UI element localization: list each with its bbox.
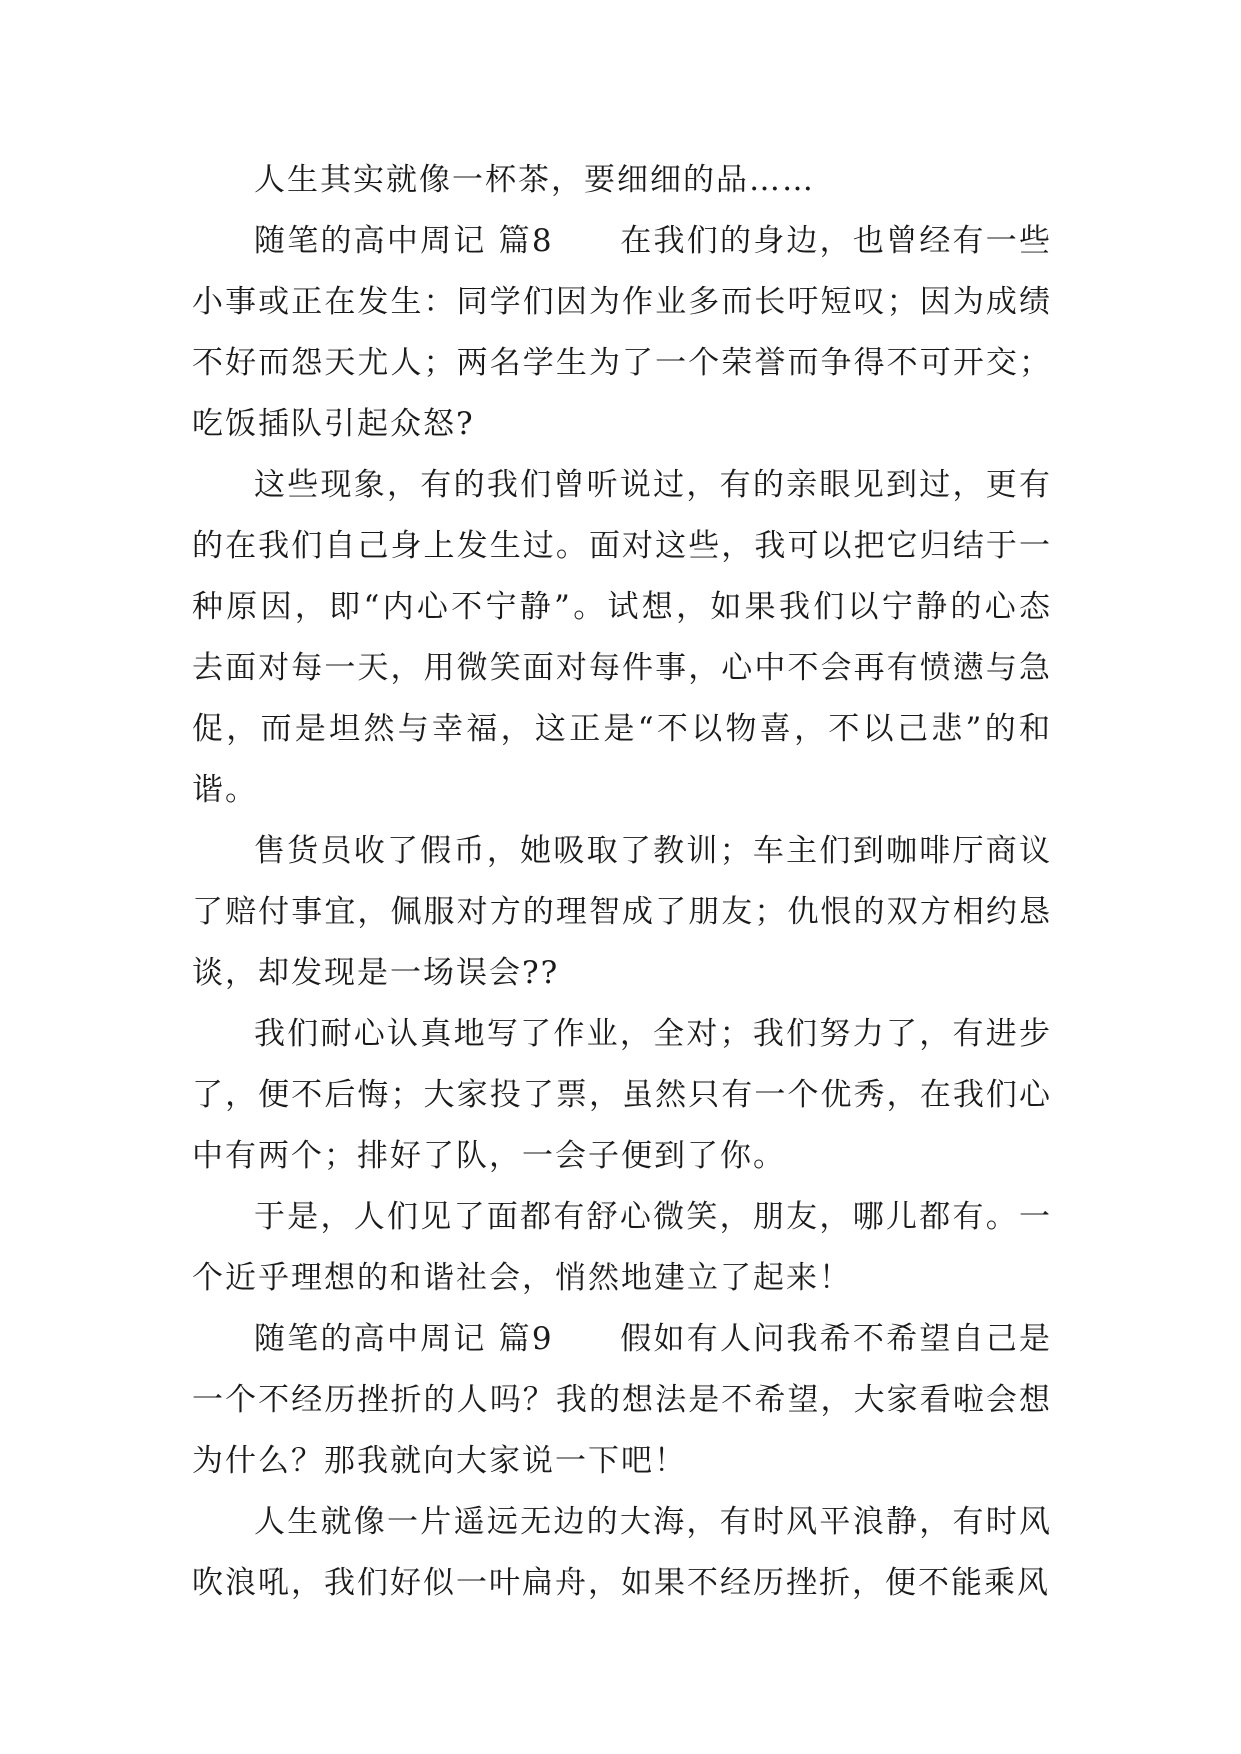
document-body <box>192 150 1052 1614</box>
paragraph: 人生其实就像一杯茶，要细细的品…… <box>254 162 815 198</box>
paragraph: 于是，人们见了面都有舒心微笑，朋友，哪儿都有。一个近乎理想的和谐社会，悄然地建立了起来！ <box>192 1199 1052 1296</box>
paragraph: 随笔的高中周记 篇8 在我们的身边，也曾经有一些小事或正在发生：同学们因为作业多而长吁短叹；因为成绩不好而怨天尤人；两名学生为了一个荣誉而争得不可开交；吃饭插队引起众怒? <box>192 223 1052 442</box>
paragraph: 我们耐心认真地写了作业，全对；我们努力了，有进步了，便不后悔；大家投了票，虽然只有一个优秀，在我们心中有两个；排好了队，一会子便到了你。 <box>192 1016 1052 1174</box>
paragraph: 人生就像一片遥远无边的大海，有时风平浪静，有时风吹浪吼，我们好似一叶扁舟，如果不经历挫折，便不能乘风 <box>192 1504 1052 1601</box>
paragraph: 这些现象，有的我们曾听说过，有的亲眼见到过，更有的在我们自己身上发生过。面对这些，我可以把它归结于一种原因，即“内心不宁静”。试想，如果我们以宁静的心态去面对每一天，用微笑面对每件事，心中不会再有愤懑与急促，而是坦然与幸福，这正是“不以物喜，不以己悲”的和谐。 <box>192 467 1052 808</box>
paragraph: 随笔的高中周记 篇9 假如有人问我希不希望自己是一个不经历挫折的人吗？我的想法是不希望，大家看啦会想为什么？那我就向大家说一下吧！ <box>192 1321 1052 1479</box>
paragraph: 售货员收了假币，她吸取了教训；车主们到咖啡厅商议了赔付事宜，佩服对方的理智成了朋友；仇恨的双方相约恳谈，却发现是一场误会?? <box>192 833 1052 991</box>
